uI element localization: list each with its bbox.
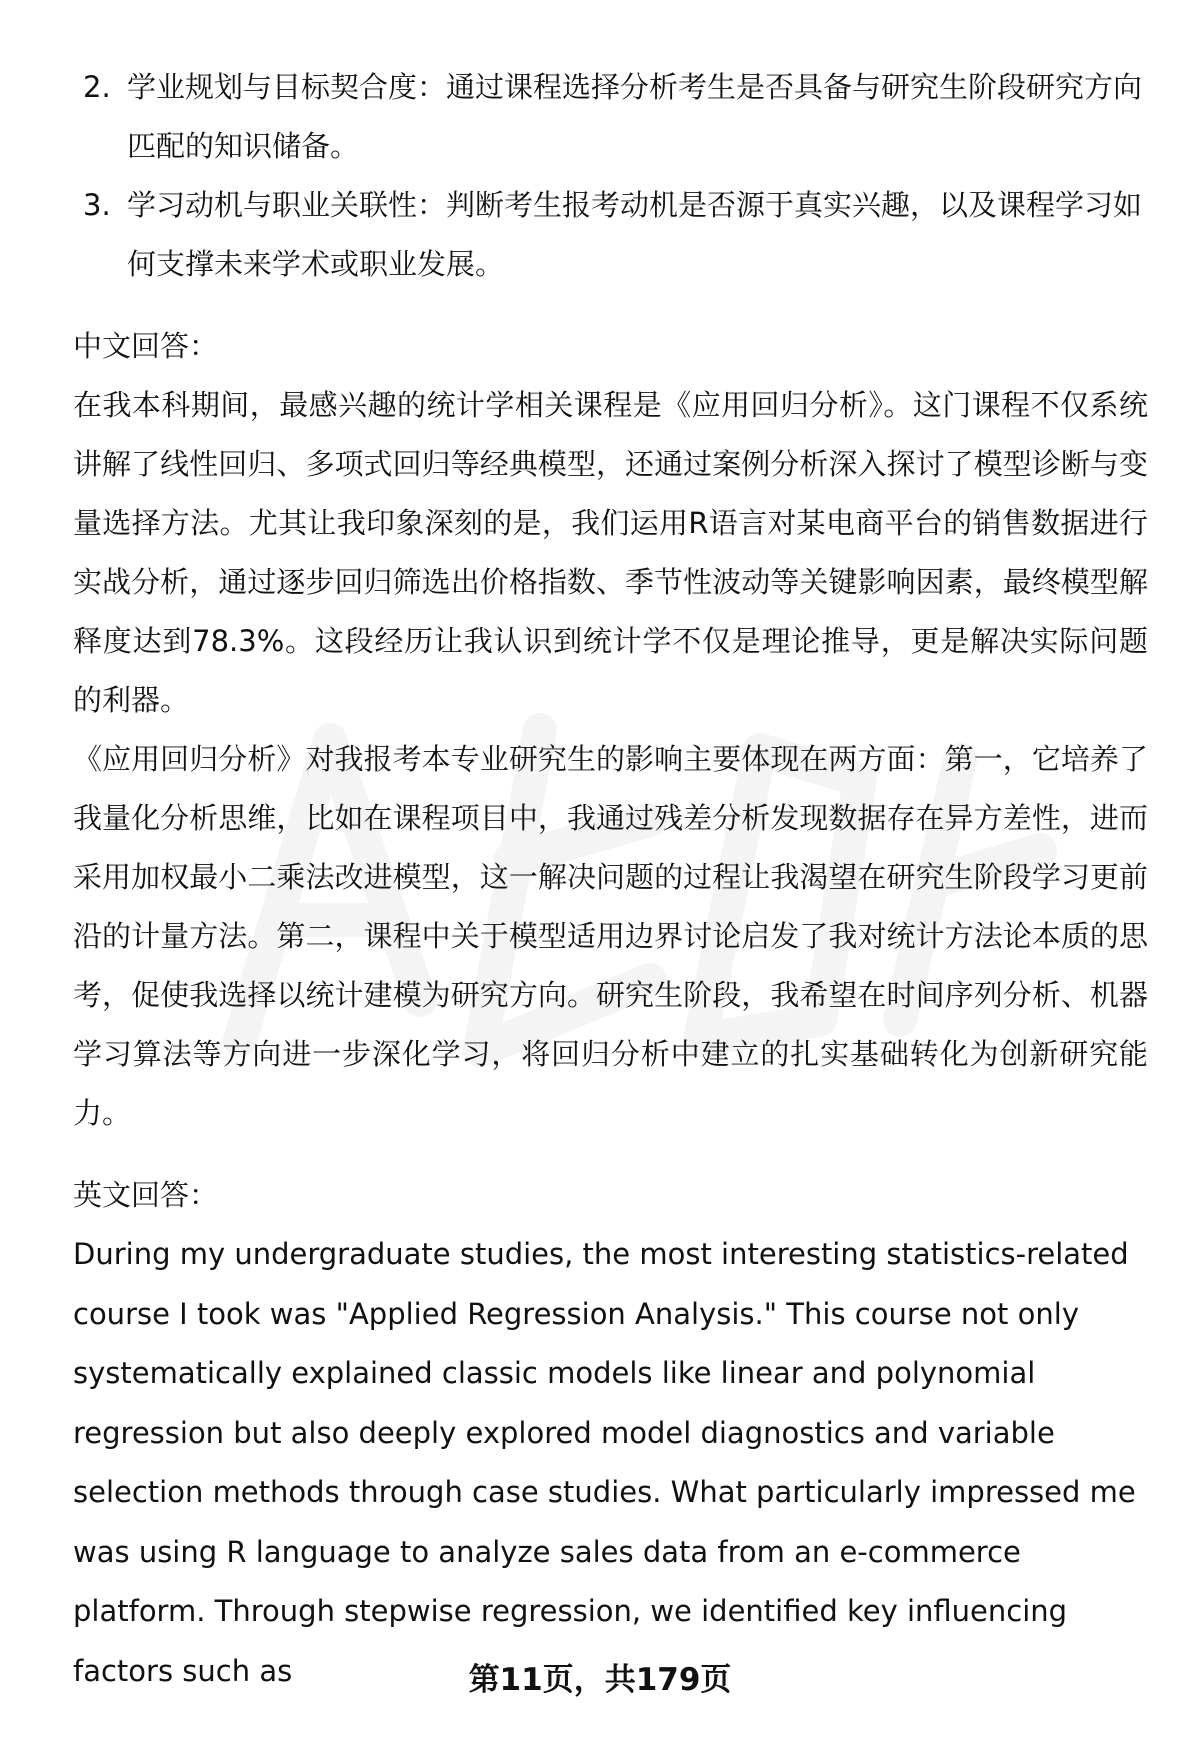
list-item: [73, 176, 1148, 294]
chinese-answer-paragraph: 《应用回归分析》对我报考本专业研究生的影响主要体现在两方面：第一，它培养了我量化分析思维，比如在课程项目中，我通过残差分析发现数据存在异方差性，进而采用加权最小二乘法改进模型，这一解决问题的过程让我渴望在研究生阶段学习更前沿的计量方法。第二，课程中关于模型适用边界讨论启发了我对统计方法论本质的思考，促使我选择以统计建模为研究方向。研究生阶段，我希望在时间序列分析、机器学习算法等方向进一步深化学习，将回归分析中建立的扎实基础转化为创新研究能力。: [73, 742, 1148, 1130]
list-item: [73, 58, 1148, 176]
english-answer-paragraph: During my undergraduate studies, the most interesting statistics-related course I took was "Applied Regression Analysis." This course not only systematically explained classic models like linear and polynomial regression but also deeply explored model diagnostics and variable selection methods through case studies. What particularly impressed me was using R language to analyze sales data from an e-commerce platform. Through stepwise regression, we identified key influencing factors such as: [73, 1237, 1136, 1688]
list-number: 3.: [83, 188, 111, 222]
chinese-answer-heading: 中文回答：: [73, 329, 219, 363]
english-answer-heading: 英文回答：: [73, 1178, 219, 1212]
chinese-answer-paragraph: 在我本科期间，最感兴趣的统计学相关课程是《应用回归分析》。这门课程不仅系统讲解了线性回归、多项式回归等经典模型，还通过案例分析深入探讨了模型诊断与变量选择方法。尤其让我印象深刻的是，我们运用R语言对某电商平台的销售数据进行实战分析，通过逐步回归筛选出价格指数、季节性波动等关键影响因素，最终模型解释度达到78.3%。这段经历让我认识到统计学不仅是理论推导，更是解决实际问题的利器。: [73, 388, 1148, 717]
page-number: 第11页，共179页: [468, 1662, 732, 1698]
list-number: 2.: [83, 70, 111, 104]
list-text: 学业规划与目标契合度：通过课程选择分析考生是否具备与研究生阶段研究方向匹配的知识储备。: [127, 70, 1143, 163]
document-body: [73, 58, 1148, 1701]
list-text: 学习动机与职业关联性：判断考生报考动机是否源于真实兴趣，以及课程学习如何支撑未来学术或职业发展。: [127, 188, 1143, 281]
